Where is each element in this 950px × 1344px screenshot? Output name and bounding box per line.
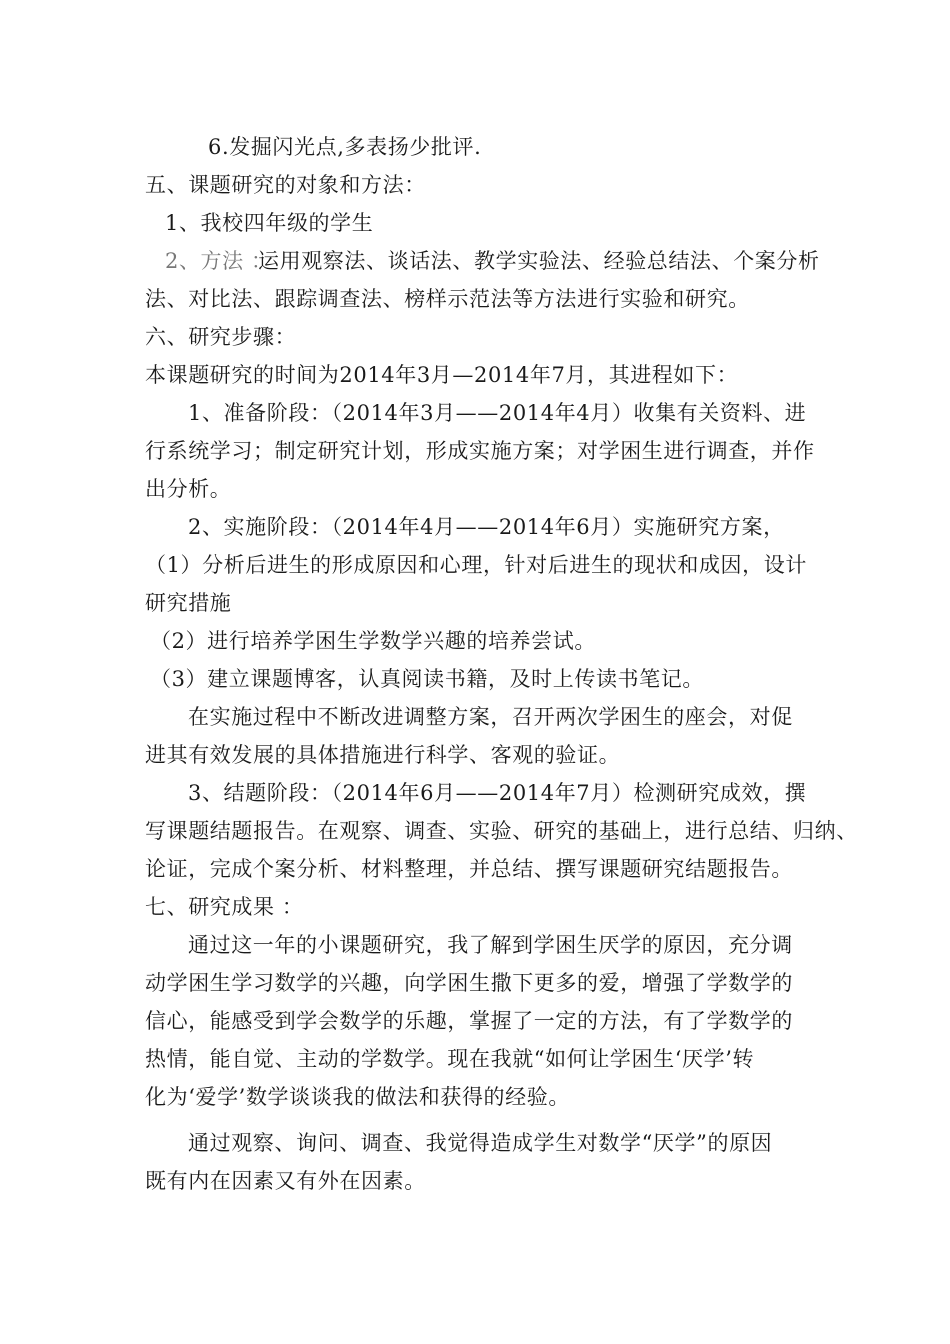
paragraph-line: 热情，能自觉、主动的学数学。现在我就“如何让学困生‘厌学’转 (145, 1047, 755, 1071)
paragraph-line: 3、结题阶段：（2014年6月——2014年7月）检测研究成效，撰 (188, 781, 807, 805)
paragraph-line: 1、我校四年级的学生 (165, 211, 374, 235)
paragraph-line: 写课题结题报告。在观察、调查、实验、研究的基础上，进行总结、归纳、 (145, 819, 858, 843)
paragraph-line: 1、准备阶段：（2014年3月——2014年4月）收集有关资料、进 (188, 401, 807, 425)
paragraph-line: 2、实施阶段：（2014年4月——2014年6月）实施研究方案， (188, 515, 785, 539)
paragraph-line: 出分析。 (145, 477, 232, 501)
paragraph-line: 动学困生学习数学的兴趣，向学困生撒下更多的爱，增强了学数学的 (145, 971, 793, 995)
paragraph-line: 研究措施 (145, 591, 232, 615)
paragraph-line: 信心，能感受到学会数学的乐趣，掌握了一定的方法，有了学数学的 (145, 1009, 793, 1033)
paragraph-line: 通过这一年的小课题研究，我了解到学困生厌学的原因，充分调 (188, 933, 793, 957)
paragraph-line: 论证，完成个案分析、材料整理，并总结、撰写课题研究结题报告。 (145, 857, 793, 881)
paragraph-line: 进其有效发展的具体措施进行科学、客观的验证。 (145, 743, 621, 767)
paragraph-line: 本课题研究的时间为2014年3月—2014年7月，其进程如下： (145, 363, 739, 387)
section-heading: 五、课题研究的对象和方法： (145, 173, 426, 197)
paragraph-line: 既有内在因素又有外在因素。 (145, 1169, 426, 1193)
method-label: 2、方法 ： (165, 249, 273, 273)
paragraph-line: 6.发掘闪光点,多表扬少批评. (208, 135, 482, 159)
section-heading: 七、研究成果 ： (145, 895, 304, 919)
paragraph-line: 运用观察法、谈话法、教学实验法、经验总结法、个案分析 (258, 249, 820, 273)
paragraph-line: 法、对比法、跟踪调查法、榜样示范法等方法进行实验和研究。 (145, 287, 750, 311)
paragraph-line: 在实施过程中不断改进调整方案，召开两次学困生的座会，对促 (188, 705, 793, 729)
section-heading: 六、研究步骤： (145, 325, 297, 349)
paragraph-line: （3）建立课题博客，认真阅读书籍，及时上传读书笔记。 (150, 667, 704, 691)
paragraph-line: 行系统学习；制定研究计划，形成实施方案；对学困生进行调查，并作 (145, 439, 815, 463)
paragraph-line: 化为‘爱学’数学谈谈我的做法和获得的经验。 (145, 1085, 570, 1109)
paragraph-line: （2）进行培养学困生学数学兴趣的培养尝试。 (150, 629, 596, 653)
paragraph-line: 通过观察、询问、调查、我觉得造成学生对数学“厌学”的原因 (188, 1131, 773, 1155)
paragraph-line: （1）分析后进生的形成原因和心理，针对后进生的现状和成因，设计 (145, 553, 807, 577)
